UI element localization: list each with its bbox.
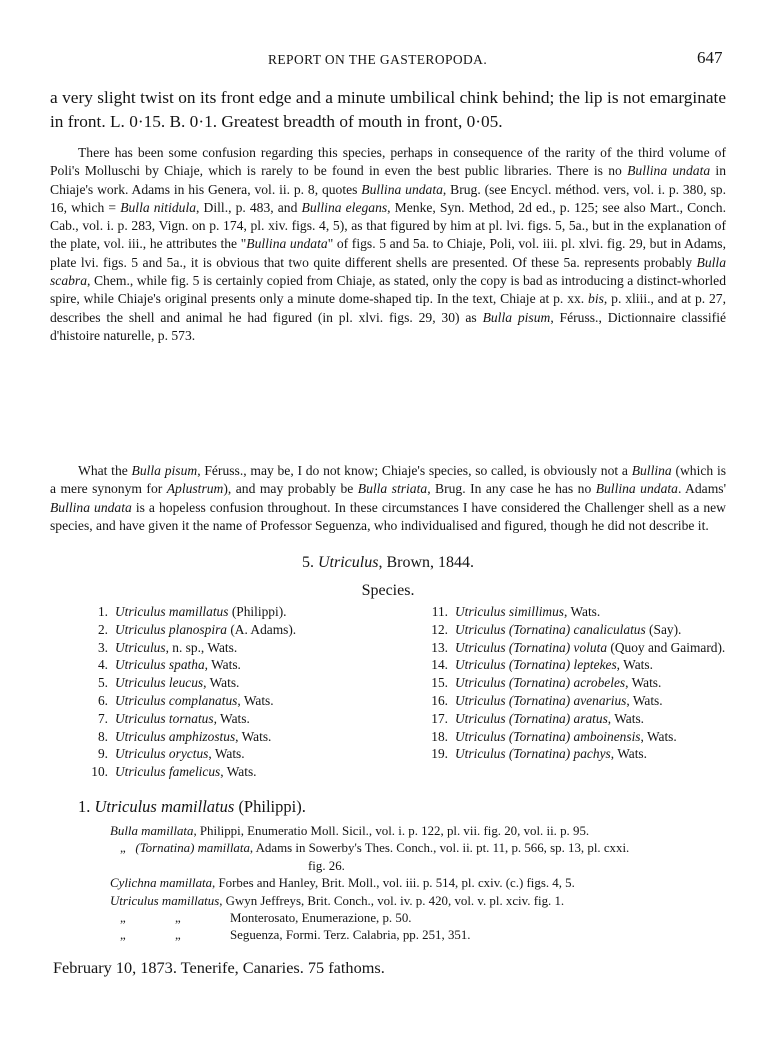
body-paragraph-2: What the Bulla pisum, Féruss., may be, I do not know; Chiaje's species, so called, is obviously not a Bullina (which is a mere synonym for Aplustrum), and may probably be Bulla striata, Brug. In any case he has no Bullina undata. Adams' Bullina undata is a hopeless confusion throughout. In these circumstances I have considered the Challenger shell as a new species, and have given it the name of Professor Seguenza, who individualised and figured, though he did not describe it.	[50, 463, 727, 533]
section-heading: 5. Utriculus, Brown, 1844.	[301, 554, 474, 571]
species-item: 18. Utriculus (Tornatina) amboinensis, Wats.	[431, 728, 677, 744]
species-item: 6. Utriculus complanatus, Wats.	[97, 692, 274, 708]
species-item: 19. Utriculus (Tornatina) pachys, Wats.	[431, 746, 647, 762]
species-item: 9. Utriculus oryctus, Wats.	[97, 746, 245, 762]
species-item: 2. Utriculus planospira (A. Adams).	[97, 621, 297, 637]
locality-line: February 10, 1873. Tenerife, Canaries. 75 fathoms.	[53, 958, 385, 977]
species-item: 7. Utriculus tornatus, Wats.	[97, 710, 250, 726]
species-item: 8. Utriculus amphizostus, Wats.	[97, 728, 272, 744]
species-item: 14. Utriculus (Tornatina) leptekes, Wats.	[431, 657, 653, 673]
species-list-left	[80, 603, 410, 781]
species-list-right	[420, 603, 740, 763]
synonym-line: „ „ Monterosato, Enumerazione, p. 50.	[120, 911, 412, 926]
page-header	[0, 48, 776, 72]
lead-paragraph: a very slight twist on its front edge and a minute umbilical chink behind; the lip is not emarginate in front. L. 0·15. B. 0·1. Greatest breadth of mouth in front, 0·05.	[50, 88, 726, 131]
page-number: 647	[697, 48, 723, 67]
entry-heading: 1. Utriculus mamillatus (Philippi).	[78, 797, 306, 816]
species-item: 1. Utriculus mamillatus (Philippi).	[97, 604, 287, 619]
synonymy-block	[110, 823, 730, 945]
species-subheading: Species.	[361, 582, 415, 599]
species-item: 10. Utriculus famelicus, Wats.	[91, 764, 257, 780]
species-item: 16. Utriculus (Tornatina) avenarius, Wats.	[431, 692, 663, 708]
body-paragraph-1: There has been some confusion regarding this species, perhaps in consequence of the rarity of the third volume of Poli's Molluschi by Chiaje, which is rarely to be found in even the best public libraries. There is no Bullina undata in Chiaje's work. Adams in his Genera, vol. ii. p. 8, quotes Bullina undata, Brug. (see Encycl. méthod. vers, vol. i. p. 380, sp. 16, which = Bulla nitidula, Dill., p. 483, and Bullina elegans, Menke, Syn. Method, 2d ed., p. 125; see also Mart., Conch. Cab., vol. i. p. 283, Vign. on p. 174, pl. xiv. figs. 4, 5), as that figured by him at pl. lvi. figs. 5, 5a., but in the explanation of the plate, vol. iii., he attributes the "Bullina undata" of figs. 5 and 5a. to Chiaje, Poli, vol. iii. pl. xlvi. fig. 29, but in Adams, plate lvi. figs. 5 and 5a., it is obvious that two quite different shells are presented. Of these 5a. represents probably Bulla scabra, Chem., while fig. 5 is certainly copied from Chiaje, as stated, only the copy is bad as introducing a distinct-whorled spire, while Chiaje's original presents only a minute dome-shaped tip. In the text, Chiaje at p. xx. bis, p. xliii., and at p. 27, describes the shell and animal he had figured (in pl. xlvi. figs. 29, 30) as Bulla pisum, Féruss., Dictionnaire classifié d'histoire naturelle, p. 573.	[50, 145, 727, 343]
synonym-line: „ (Tornatina) mamillata, Adams in Sowerby's Thes. Conch., vol. ii. pt. 11, p. 566, sp. 13, pl. cxxi.	[120, 841, 630, 856]
running-head: REPORT ON THE GASTEROPODA.	[268, 52, 488, 67]
species-item: 12. Utriculus (Tornatina) canaliculatus (Say).	[431, 621, 682, 637]
synonym-line: Utriculus mamillatus, Gwyn Jeffreys, Brit. Conch., vol. iv. p. 420, vol. v. pl. xciv. fig. 1.	[110, 893, 565, 908]
synonym-line: Cylichna mamillata, Forbes and Hanley, Brit. Moll., vol. iii. p. 514, pl. cxiv. (c.) figs. 4, 5.	[110, 876, 575, 891]
species-item: 3. Utriculus, n. sp., Wats.	[97, 639, 238, 655]
species-item: 17. Utriculus (Tornatina) aratus, Wats.	[431, 710, 645, 726]
species-item: 13. Utriculus (Tornatina) voluta (Quoy and Gaimard).	[431, 639, 726, 655]
species-item: 5. Utriculus leucus, Wats.	[97, 675, 240, 691]
synonym-line: Bulla mamillata, Philippi, Enumeratio Moll. Sicil., vol. i. p. 122, pl. vii. fig. 20, vol. ii. p. 95.	[110, 824, 590, 838]
species-item: 4. Utriculus spatha, Wats.	[97, 657, 241, 673]
synonym-line: „ „ Seguenza, Formi. Terz. Calabria, pp. 251, 351.	[120, 928, 471, 943]
synonym-line: fig. 26.	[308, 858, 345, 873]
species-item: 11. Utriculus simillimus, Wats.	[431, 604, 601, 619]
species-item: 15. Utriculus (Tornatina) acrobeles, Wats.	[431, 675, 662, 691]
